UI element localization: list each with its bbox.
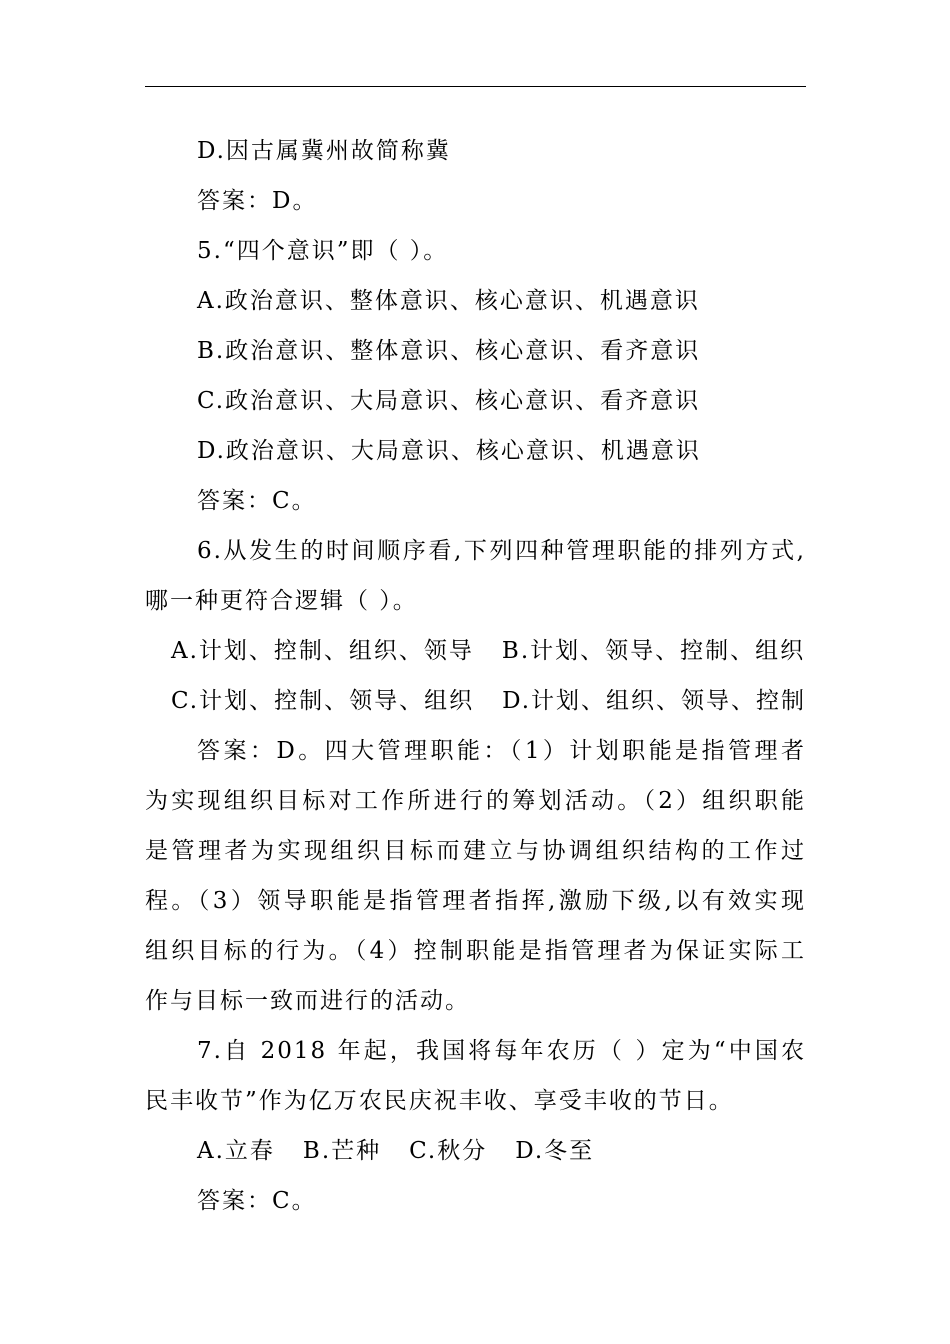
option-d-q4: D.因古属冀州故简称冀 — [197, 138, 451, 164]
option-a-q6: A.计划、控制、组织、领导 — [171, 638, 474, 664]
answer-q6-line6: 作与目标一致而进行的活动。 — [145, 988, 470, 1014]
option-a-q7: A.立春 — [197, 1138, 275, 1164]
answer-q6-line5: 组织目标的行为。（4）控制职能是指管理者为保证实际工 — [145, 938, 806, 964]
option-c-q5: C.政治意识、大局意识、核心意识、看齐意识 — [197, 388, 701, 414]
option-d-q7: D.冬至 — [515, 1138, 595, 1164]
answer-q6-line3: 是管理者为实现组织目标而建立与协调组织结构的工作过 — [145, 838, 806, 864]
answer-q4: 答案：D。 — [197, 188, 318, 214]
answer-q6-line2: 为实现组织目标对工作所进行的筹划活动。（2）组织职能 — [145, 788, 806, 814]
question-6-line2: 哪一种更符合逻辑（ ）。 — [145, 588, 418, 614]
answer-q6-line4: 程。（3）领导职能是指管理者指挥,激励下级,以有效实现 — [145, 888, 806, 914]
options-cd-q6 — [145, 676, 806, 726]
option-d-q5: D.政治意识、大局意识、核心意识、机遇意识 — [197, 438, 701, 464]
question-5: 5.“四个意识”即（ ）。 — [197, 238, 449, 264]
answer-q6-line1: 答案：D。四大管理职能：（1）计划职能是指管理者 — [197, 738, 806, 764]
option-d-q6: D.计划、组织、领导、控制 — [502, 688, 807, 714]
options-ab-q6 — [145, 626, 806, 676]
option-c-q7: C.秋分 — [409, 1138, 488, 1164]
question-7-line1: 7.自 2018 年起，我国将每年农历（ ）定为“中国农 — [197, 1038, 806, 1064]
option-b-q7: B.芒种 — [302, 1138, 382, 1164]
answer-q5: 答案：C。 — [197, 488, 317, 514]
question-7-line2: 民丰收节”作为亿万农民庆祝丰收、享受丰收的节日。 — [145, 1088, 734, 1114]
answer-q7: 答案：C。 — [197, 1188, 317, 1214]
option-b-q6: B.计划、领导、控制、组织 — [501, 638, 806, 664]
options-q7 — [145, 1126, 806, 1176]
document-body — [145, 126, 806, 1226]
header-rule — [145, 86, 806, 87]
option-b-q5: B.政治意识、整体意识、核心意识、看齐意识 — [197, 338, 701, 364]
option-a-q5: A.政治意识、整体意识、核心意识、机遇意识 — [197, 288, 700, 314]
option-c-q6: C.计划、控制、领导、组织 — [171, 688, 475, 714]
question-6-line1: 6.从发生的时间顺序看,下列四种管理职能的排列方式, — [197, 538, 806, 564]
